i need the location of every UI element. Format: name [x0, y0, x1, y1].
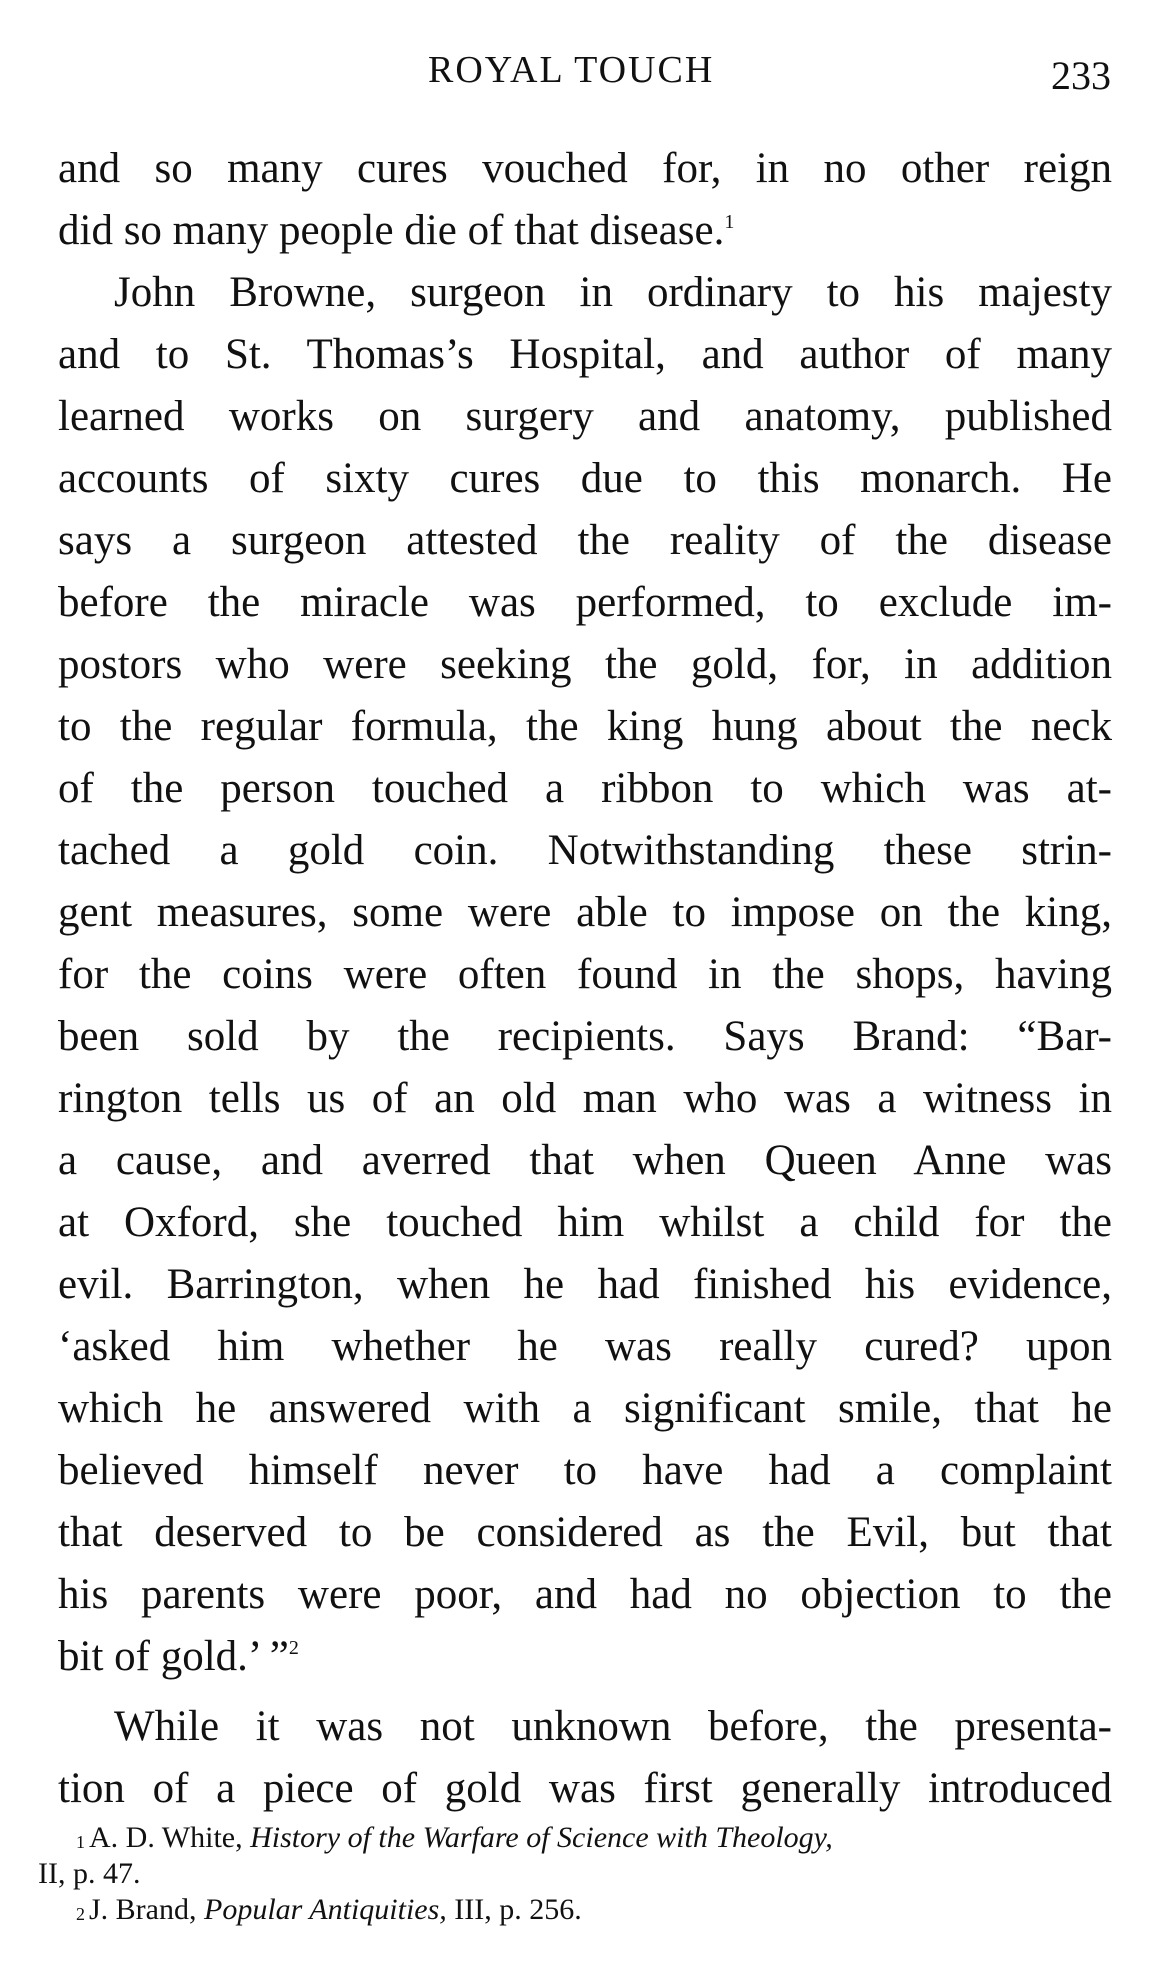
text-line: says a surgeon attested the reality of the disease [58, 517, 1112, 564]
text-line: ‘asked him whether he was really cured? upon [58, 1323, 1112, 1370]
text-line: While it was not unknown before, the presenta- [114, 1703, 1112, 1750]
footnote-2: $^2$ J. Brand, Popular Antiquities, III, p. 256. [76, 1893, 582, 1926]
text-line: of the person touched a ribbon to which was at- [58, 765, 1112, 812]
text-line: believed himself never to have had a complaint [58, 1447, 1112, 1494]
text-line: been sold by the recipients. Says Brand: “Bar- [58, 1013, 1112, 1060]
footnote-marker: 2 [76, 1904, 85, 1924]
text-line: at Oxford, she touched him whilst a child for the [58, 1199, 1112, 1246]
text-line: and so many cures vouched for, in no other reign [58, 145, 1112, 192]
text-line: a cause, and averred that when Queen Anne was [58, 1137, 1112, 1184]
text-line: accounts of sixty cures due to this monarch. He [58, 455, 1112, 502]
text-line: tion of a piece of gold was first generally introduced [58, 1765, 1112, 1812]
text-line: to the regular formula, the king hung about the neck [58, 703, 1112, 750]
text-line: learned works on surgery and anatomy, published [58, 393, 1112, 440]
page-number: 233 [1051, 53, 1111, 98]
footnote-ref-2: 2 [288, 1637, 299, 1659]
text-line: did so many people die of that disease.$^1$ [58, 207, 735, 254]
footnote-1: $^1$ A. D. White, History of the Warfare of Science with Theology, [76, 1821, 833, 1854]
footnote-ref-1: 1 [724, 211, 735, 233]
text-line: before the miracle was performed, to exclude im- [58, 579, 1112, 626]
footnotes [38, 1820, 1112, 1928]
running-title: ROYAL TOUCH [428, 49, 715, 91]
text-line: that deserved to be considered as the Evil, but that [58, 1509, 1112, 1556]
text-line: tached a gold coin. Notwithstanding these strin- [58, 827, 1112, 874]
text-line: John Browne, surgeon in ordinary to his majesty [114, 269, 1112, 316]
footnote-title: History of the Warfare of Science with Theology, [250, 1821, 833, 1854]
text-line: rington tells us of an old man who was a witness in [58, 1075, 1112, 1122]
body-text [58, 138, 1112, 1820]
text-line: and to St. Thomas’s Hospital, and author of many [58, 331, 1112, 378]
footnote-1-continued: II, p. 47. [38, 1857, 141, 1890]
text-line: his parents were poor, and had no objection to the [58, 1571, 1112, 1618]
text-line: evil. Barrington, when he had finished his evidence, [58, 1261, 1112, 1308]
running-head [0, 38, 1155, 98]
text-line: which he answered with a significant smile, that he [58, 1385, 1112, 1432]
text-line: for the coins were often found in the shops, having [58, 951, 1112, 998]
footnote-marker: 1 [76, 1832, 85, 1852]
text-line: gent measures, some were able to impose on the king, [58, 889, 1112, 936]
footnote-title: Popular Antiquities, [204, 1893, 447, 1926]
text-line: bit of gold.’ ”$^2$ [58, 1633, 299, 1680]
text-line: postors who were seeking the gold, for, in addition [58, 641, 1112, 688]
